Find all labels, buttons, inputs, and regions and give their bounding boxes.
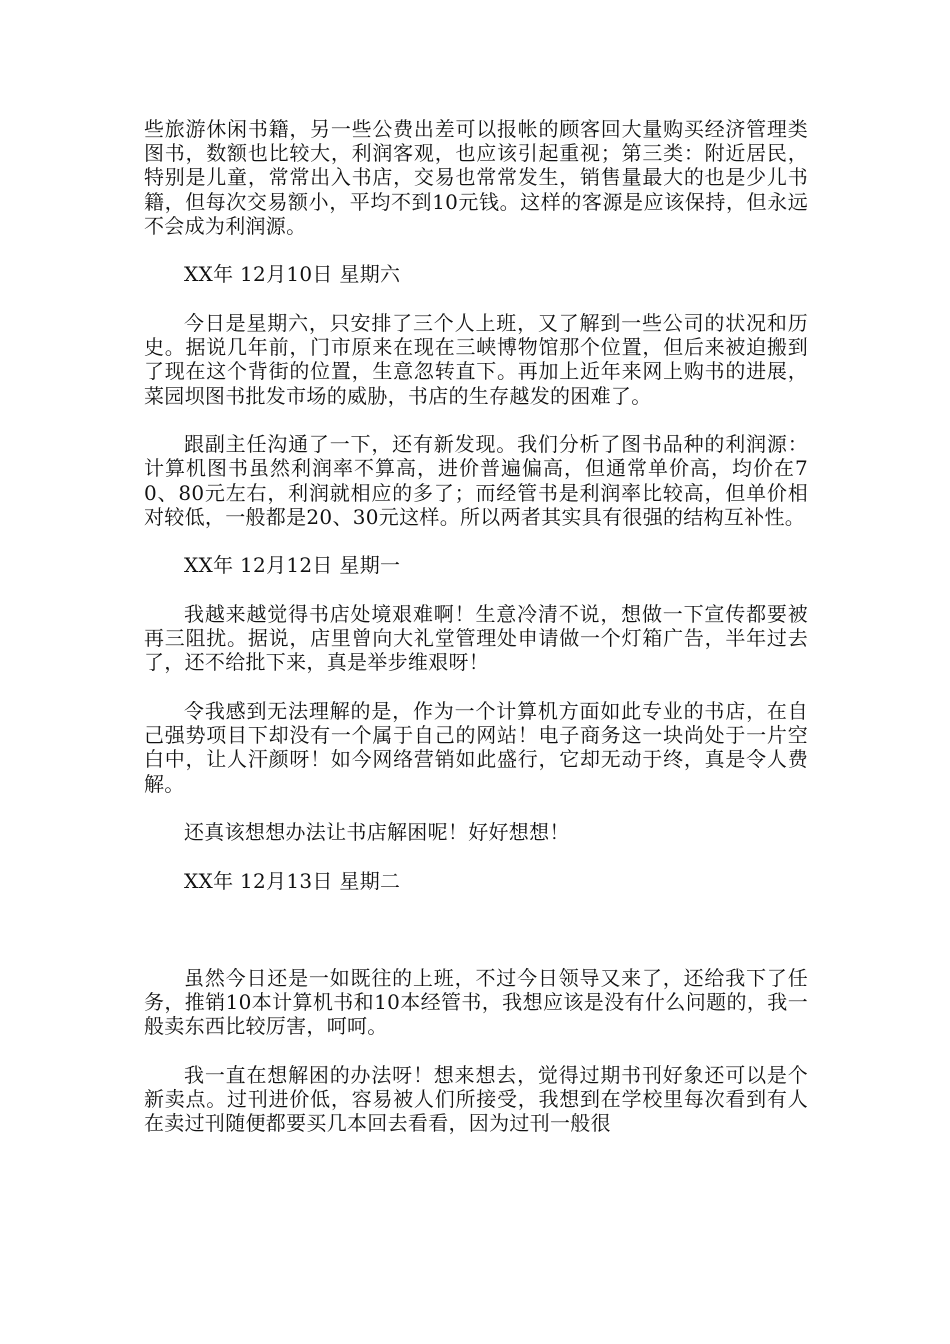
paragraph: 令我感到无法理解的是，作为一个计算机方面如此专业的书店，在自己强势项目下却没有一个属于自己的网站！电子商务这一块尚处于一片空白中，让人汗颜呀！如今网络营销如此盛行，它却无动于终，真是令人费解。 <box>144 699 808 796</box>
paragraph: 虽然今日还是一如既往的上班，不过今日领导又来了，还给我下了任务，推销10本计算机书和10本经管书，我想应该是没有什么问题的，我一般卖东西比较厉害，呵呵。 <box>144 965 808 1039</box>
blank-spacer <box>144 917 808 965</box>
paragraph: 跟副主任沟通了一下，还有新发现。我们分析了图书品种的利润源：计算机图书虽然利润率不算高，进价普遍偏高，但通常单价高，均价在70、80元左右，利润就相应的多了；而经管书是利润率比较高，但单价相对较低，一般都是20、30元这样。所以两者其实具有很强的结构互补性。 <box>144 432 808 529</box>
document-body <box>144 117 808 1160</box>
paragraph: 些旅游休闲书籍，另一些公费出差可以报帐的顾客回大量购买经济管理类图书，数额也比较大，利润客观，也应该引起重视；第三类：附近居民，特别是儿童，常常出入书店，交易也常常发生，销售量最大的也是少儿书籍，但每次交易额小，平均不到10元钱。这样的客源是应该保持，但永远不会成为利润源。 <box>144 117 808 238</box>
paragraph: 我越来越觉得书店处境艰难啊！生意冷清不说，想做一下宣传都要被再三阻扰。据说，店里曾向大礼堂管理处申请做一个灯箱广告，半年过去了，还不给批下来，真是举步维艰呀！ <box>144 602 808 675</box>
diary-date-heading: XX年 12月12日 星期一 <box>184 553 401 578</box>
paragraph: 还真该想想办法让书店解困呢！好好想想！ <box>184 820 570 845</box>
paragraph: 今日是星期六，只安排了三个人上班，又了解到一些公司的状况和历史。据说几年前，门市原来在现在三峡博物馆那个位置，但后来被迫搬到了现在这个背街的位置，生意忽转直下。再加上近年来网上购书的进展，菜园坝图书批发市场的威胁，书店的生存越发的困难了。 <box>144 311 808 408</box>
diary-date-heading: XX年 12月13日 星期二 <box>184 868 401 893</box>
paragraph: 我一直在想解困的办法呀！想来想去，觉得过期书刊好象还可以是个新卖点。过刊进价低，容易被人们所接受，我想到在学校里每次看到有人在卖过刊随便都要买几本回去看看，因为过刊一般很 <box>144 1062 808 1136</box>
diary-date-heading: XX年 12月10日 星期六 <box>184 262 401 287</box>
